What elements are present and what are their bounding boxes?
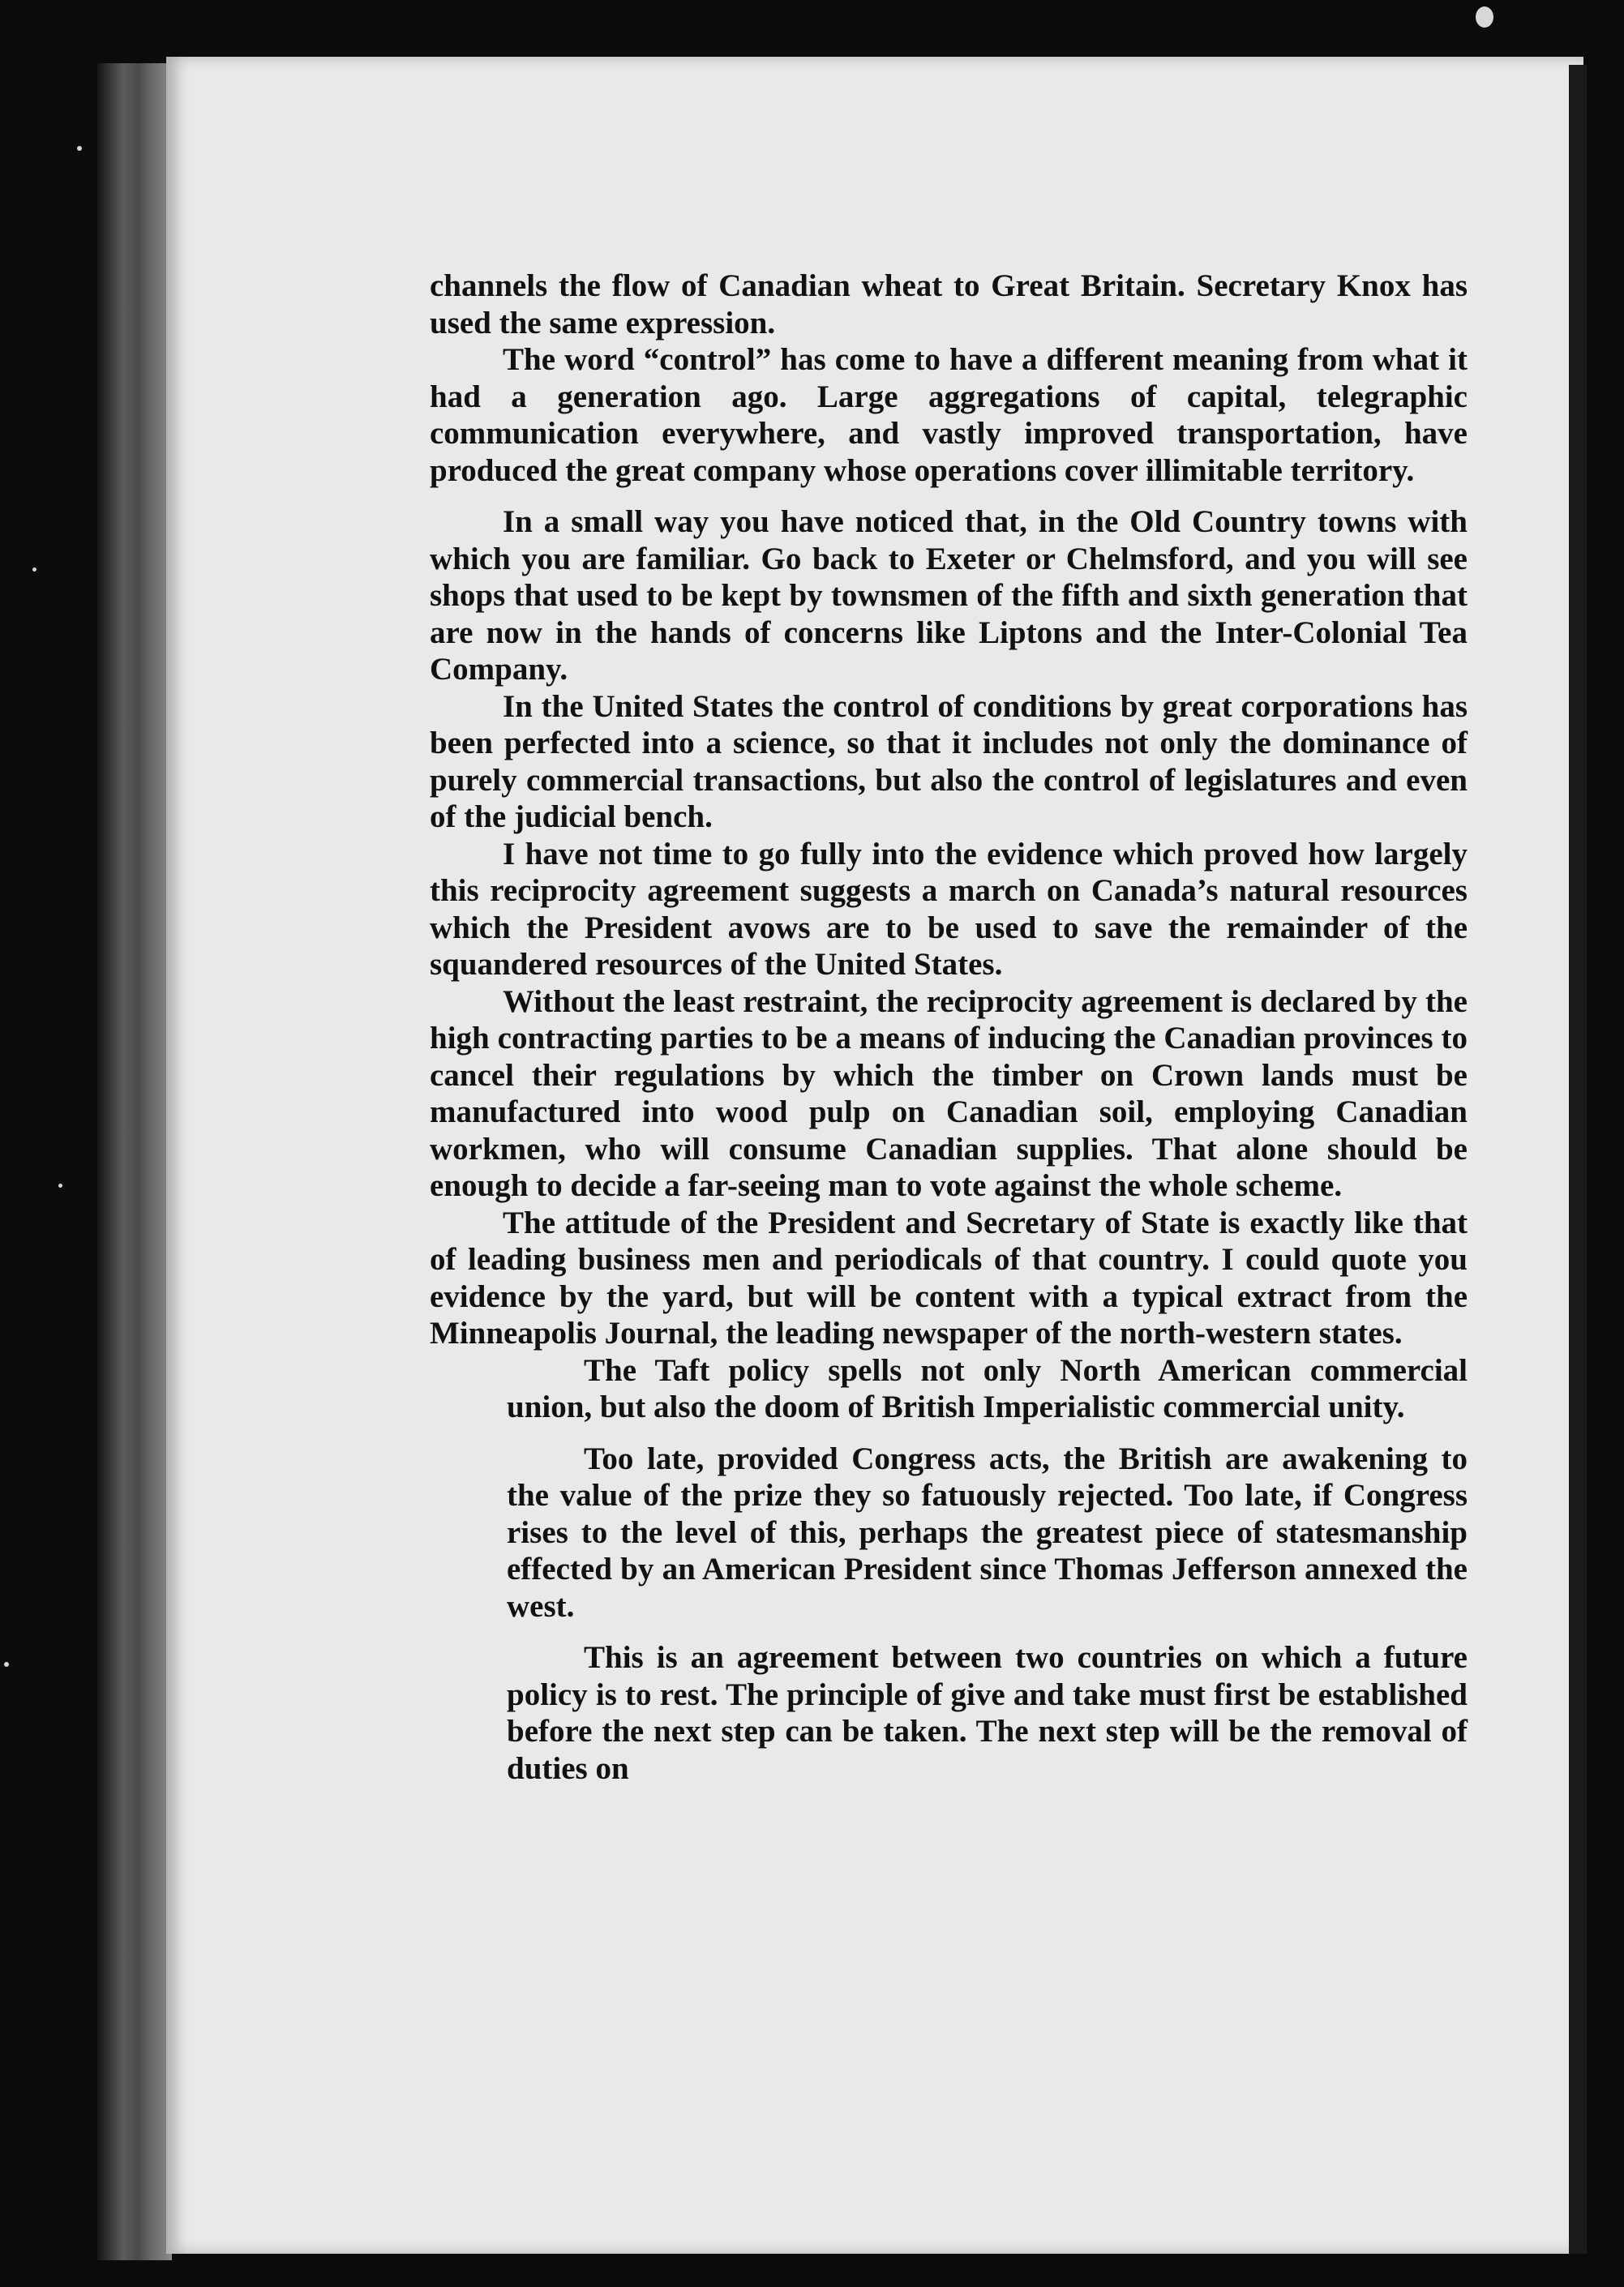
paragraph: I have not time to go fully into the evidence which proved how largely this reciprocity agreement suggests a march on Canada’s natural resources which the President avows are to be used to save the remainder of the squandered resources of the United States.: [430, 836, 1468, 982]
paragraph: Without the least restraint, the reciprocity agreement is declared by the high contracting parties to be a means of inducing the Canadian provinces to cancel their regulations by which the timber on Crown lands must be manufactured into wood pulp on Canadian soil, employing Canadian workmen, who will consume Canadian supplies. That alone should be enough to decide a far-seeing man to vote against the whole scheme.: [430, 983, 1468, 1203]
dust-speck: [58, 1184, 62, 1188]
paragraph: In a small way you have noticed that, in the Old Country towns with which you are familiar. Go back to Exeter or Chelmsford, and you will see shops that used to be kept by townsmen of the fifth and sixth generation that are now in the hands of concerns like Liptons and the Inter-Colonial Tea Company.: [430, 504, 1468, 687]
paragraph: channels the flow of Canadian wheat to Great Britain. Secretary Knox has used the same expression.: [430, 268, 1468, 340]
paragraph: The attitude of the President and Secretary of State is exactly like that of leading business men and periodicals of that country. I could quote you evidence by the yard, but will be content with a typical extract from the Minneapolis Journal, the leading newspaper of the north-western states.: [430, 1205, 1468, 1351]
block-quote-paragraph: This is an agreement between two countries on which a future policy is to rest. The principle of give and take must first be established before the next step can be taken. The next step will be the removal of duties on: [507, 1640, 1468, 1786]
dust-speck: [32, 567, 36, 572]
paragraph: The word “control” has come to have a different meaning from what it had a generation ago. Large aggregations of capital, telegraphic communication everywhere, and vastly improved transportation, have produced the great company whose operations cover illimitable territory.: [430, 342, 1468, 488]
block-quote-paragraph: The Taft policy spells not only North American commercial union, but also the doom of British Imperialistic commercial unity.: [507, 1352, 1468, 1424]
dust-speck: [4, 1662, 9, 1667]
facing-page-edge: [1569, 65, 1587, 2254]
book-binding: [97, 63, 172, 2260]
paragraph: In the United States the control of conditions by great corporations has been perfected into a science, so that it includes not only the dominance of purely commercial transactions, but also the control of legislatures and even of the judicial bench.: [430, 688, 1468, 834]
body-text: [430, 268, 1468, 1787]
dust-speck: [77, 146, 82, 151]
block-quote-paragraph: Too late, provided Congress acts, the British are awakening to the value of the prize they so fatuously rejected. Too late, if Congress rises to the level of this, perhaps the greatest piece of statesmanship effected by an American President since Thomas Jefferson annexed the west.: [507, 1441, 1468, 1624]
dust-speck: [1476, 6, 1493, 28]
